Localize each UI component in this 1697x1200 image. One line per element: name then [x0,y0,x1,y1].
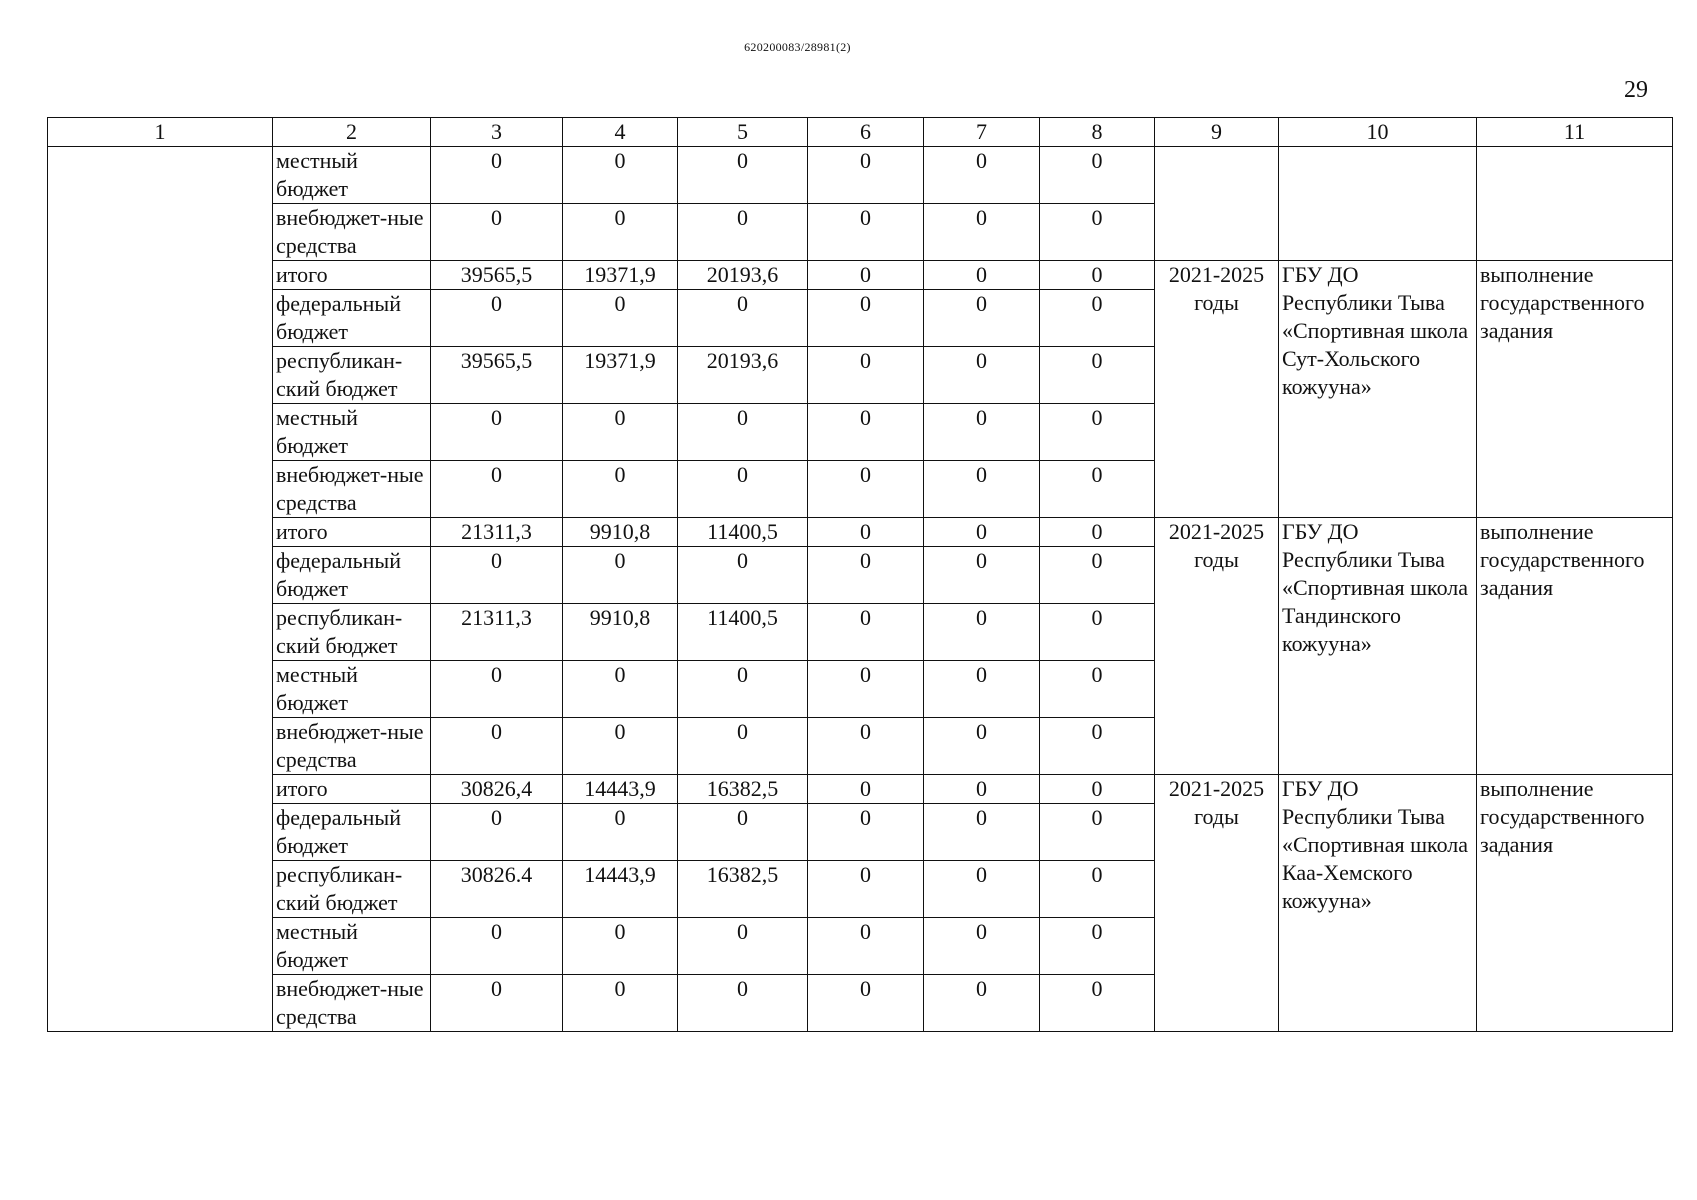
amount-cell: 0 [1040,975,1155,1032]
amount-cell: 16382,5 [678,861,808,918]
amount-cell: 9910,8 [563,604,678,661]
column-number: 5 [678,118,808,147]
amount-cell: 11400,5 [678,604,808,661]
amount-cell: 0 [924,718,1040,775]
amount-cell: 0 [808,347,924,404]
amount-cell: 9910,8 [563,518,678,547]
column-number: 1 [48,118,273,147]
amount-cell: 0 [1040,775,1155,804]
table-row [48,261,1673,290]
amount-cell: 0 [808,718,924,775]
amount-cell: 0 [808,461,924,518]
funding-source-label: итого [273,775,431,804]
amount-cell: 0 [1040,518,1155,547]
column-number: 2 [273,118,431,147]
table-row [48,518,1673,547]
amount-cell: 0 [924,775,1040,804]
amount-cell: 0 [808,147,924,204]
amount-cell: 0 [678,204,808,261]
funding-source-label: внебюджет-ные средства [273,461,431,518]
amount-cell: 0 [1040,604,1155,661]
column-number: 4 [563,118,678,147]
amount-cell: 0 [678,661,808,718]
amount-cell: 0 [678,290,808,347]
amount-cell: 0 [431,804,563,861]
amount-cell: 30826,4 [431,775,563,804]
amount-cell: 0 [431,461,563,518]
amount-cell: 0 [808,290,924,347]
amount-cell: 0 [563,204,678,261]
amount-cell: 0 [678,547,808,604]
amount-cell: 0 [1040,461,1155,518]
amount-cell: 0 [431,290,563,347]
amount-cell: 0 [924,547,1040,604]
amount-cell: 0 [808,204,924,261]
funding-source-label: внебюджет-ные средства [273,718,431,775]
amount-cell: 20193,6 [678,261,808,290]
amount-cell: 0 [563,661,678,718]
amount-cell: 0 [1040,147,1155,204]
amount-cell: 0 [808,404,924,461]
responsible-organization: ГБУ ДО Республики Тыва «Спортивная школа Каа-Хемского кожууна» [1279,775,1477,1032]
amount-cell: 0 [431,404,563,461]
amount-cell: 0 [563,918,678,975]
responsible-organization: ГБУ ДО Республики Тыва «Спортивная школа Тандинского кожууна» [1279,518,1477,775]
amount-cell: 0 [1040,261,1155,290]
funding-source-label: местный бюджет [273,147,431,204]
amount-cell: 0 [563,147,678,204]
amount-cell: 0 [808,661,924,718]
expected-result: выполнение государственного задания [1477,518,1673,775]
amount-cell: 0 [678,975,808,1032]
amount-cell: 0 [1040,290,1155,347]
funding-source-label: республикан-ский бюджет [273,861,431,918]
table-row [48,147,1673,204]
column-number: 6 [808,118,924,147]
amount-cell: 0 [924,461,1040,518]
amount-cell: 0 [808,975,924,1032]
funding-source-label: итого [273,518,431,547]
amount-cell: 0 [924,204,1040,261]
amount-cell: 0 [563,547,678,604]
amount-cell: 19371,9 [563,347,678,404]
expected-result: выполнение государственного задания [1477,775,1673,1032]
funding-source-label: республикан-ский бюджет [273,604,431,661]
amount-cell: 0 [924,604,1040,661]
amount-cell: 0 [924,804,1040,861]
amount-cell: 0 [924,661,1040,718]
empty-period-cell [1155,147,1279,261]
amount-cell: 0 [924,518,1040,547]
amount-cell: 0 [1040,918,1155,975]
implementation-period: 2021-2025 годы [1155,261,1279,518]
amount-cell: 19371,9 [563,261,678,290]
budget-table [47,117,1673,1032]
empty-org-cell [1279,147,1477,261]
program-item-cell [48,147,273,1032]
column-number: 10 [1279,118,1477,147]
amount-cell: 0 [563,290,678,347]
funding-source-label: итого [273,261,431,290]
amount-cell: 39565,5 [431,347,563,404]
empty-result-cell [1477,147,1673,261]
amount-cell: 0 [1040,547,1155,604]
amount-cell: 0 [678,461,808,518]
amount-cell: 0 [678,718,808,775]
implementation-period: 2021-2025 годы [1155,518,1279,775]
amount-cell: 0 [431,147,563,204]
amount-cell: 0 [563,404,678,461]
amount-cell: 0 [808,261,924,290]
funding-source-label: местный бюджет [273,918,431,975]
amount-cell: 0 [924,261,1040,290]
amount-cell: 0 [808,861,924,918]
responsible-organization: ГБУ ДО Республики Тыва «Спортивная школа Сут-Хольского кожууна» [1279,261,1477,518]
amount-cell: 0 [678,918,808,975]
amount-cell: 11400,5 [678,518,808,547]
amount-cell: 20193,6 [678,347,808,404]
amount-cell: 0 [924,861,1040,918]
amount-cell: 30826.4 [431,861,563,918]
amount-cell: 0 [924,404,1040,461]
table-row [48,775,1673,804]
amount-cell: 0 [808,775,924,804]
amount-cell: 0 [563,804,678,861]
amount-cell: 21311,3 [431,604,563,661]
amount-cell: 0 [924,347,1040,404]
amount-cell: 0 [1040,718,1155,775]
amount-cell: 0 [431,661,563,718]
amount-cell: 0 [1040,861,1155,918]
amount-cell: 14443,9 [563,775,678,804]
amount-cell: 0 [924,975,1040,1032]
funding-source-label: республикан-ский бюджет [273,347,431,404]
column-number-row [48,118,1673,147]
column-number: 3 [431,118,563,147]
amount-cell: 0 [1040,661,1155,718]
amount-cell: 0 [431,718,563,775]
amount-cell: 0 [1040,804,1155,861]
funding-source-label: внебюджет-ные средства [273,204,431,261]
amount-cell: 14443,9 [563,861,678,918]
amount-cell: 16382,5 [678,775,808,804]
amount-cell: 0 [1040,204,1155,261]
amount-cell: 0 [808,604,924,661]
amount-cell: 0 [678,804,808,861]
amount-cell: 0 [808,918,924,975]
document-number: 620200083/28981(2) [744,40,851,54]
amount-cell: 39565,5 [431,261,563,290]
amount-cell: 0 [808,804,924,861]
amount-cell: 0 [808,547,924,604]
funding-source-label: местный бюджет [273,404,431,461]
column-number: 11 [1477,118,1673,147]
funding-source-label: местный бюджет [273,661,431,718]
expected-result: выполнение государственного задания [1477,261,1673,518]
funding-source-label: внебюджет-ные средства [273,975,431,1032]
amount-cell: 0 [678,147,808,204]
column-number: 9 [1155,118,1279,147]
amount-cell: 0 [678,404,808,461]
amount-cell: 21311,3 [431,518,563,547]
amount-cell: 0 [808,518,924,547]
amount-cell: 0 [563,718,678,775]
amount-cell: 0 [1040,404,1155,461]
amount-cell: 0 [1040,347,1155,404]
amount-cell: 0 [431,975,563,1032]
funding-source-label: федеральный бюджет [273,804,431,861]
amount-cell: 0 [431,547,563,604]
funding-source-label: федеральный бюджет [273,547,431,604]
amount-cell: 0 [431,204,563,261]
column-number: 8 [1040,118,1155,147]
amount-cell: 0 [563,975,678,1032]
amount-cell: 0 [924,290,1040,347]
amount-cell: 0 [924,918,1040,975]
amount-cell: 0 [563,461,678,518]
implementation-period: 2021-2025 годы [1155,775,1279,1032]
funding-source-label: федеральный бюджет [273,290,431,347]
column-number: 7 [924,118,1040,147]
amount-cell: 0 [431,918,563,975]
page-number: 29 [1624,77,1648,103]
amount-cell: 0 [924,147,1040,204]
